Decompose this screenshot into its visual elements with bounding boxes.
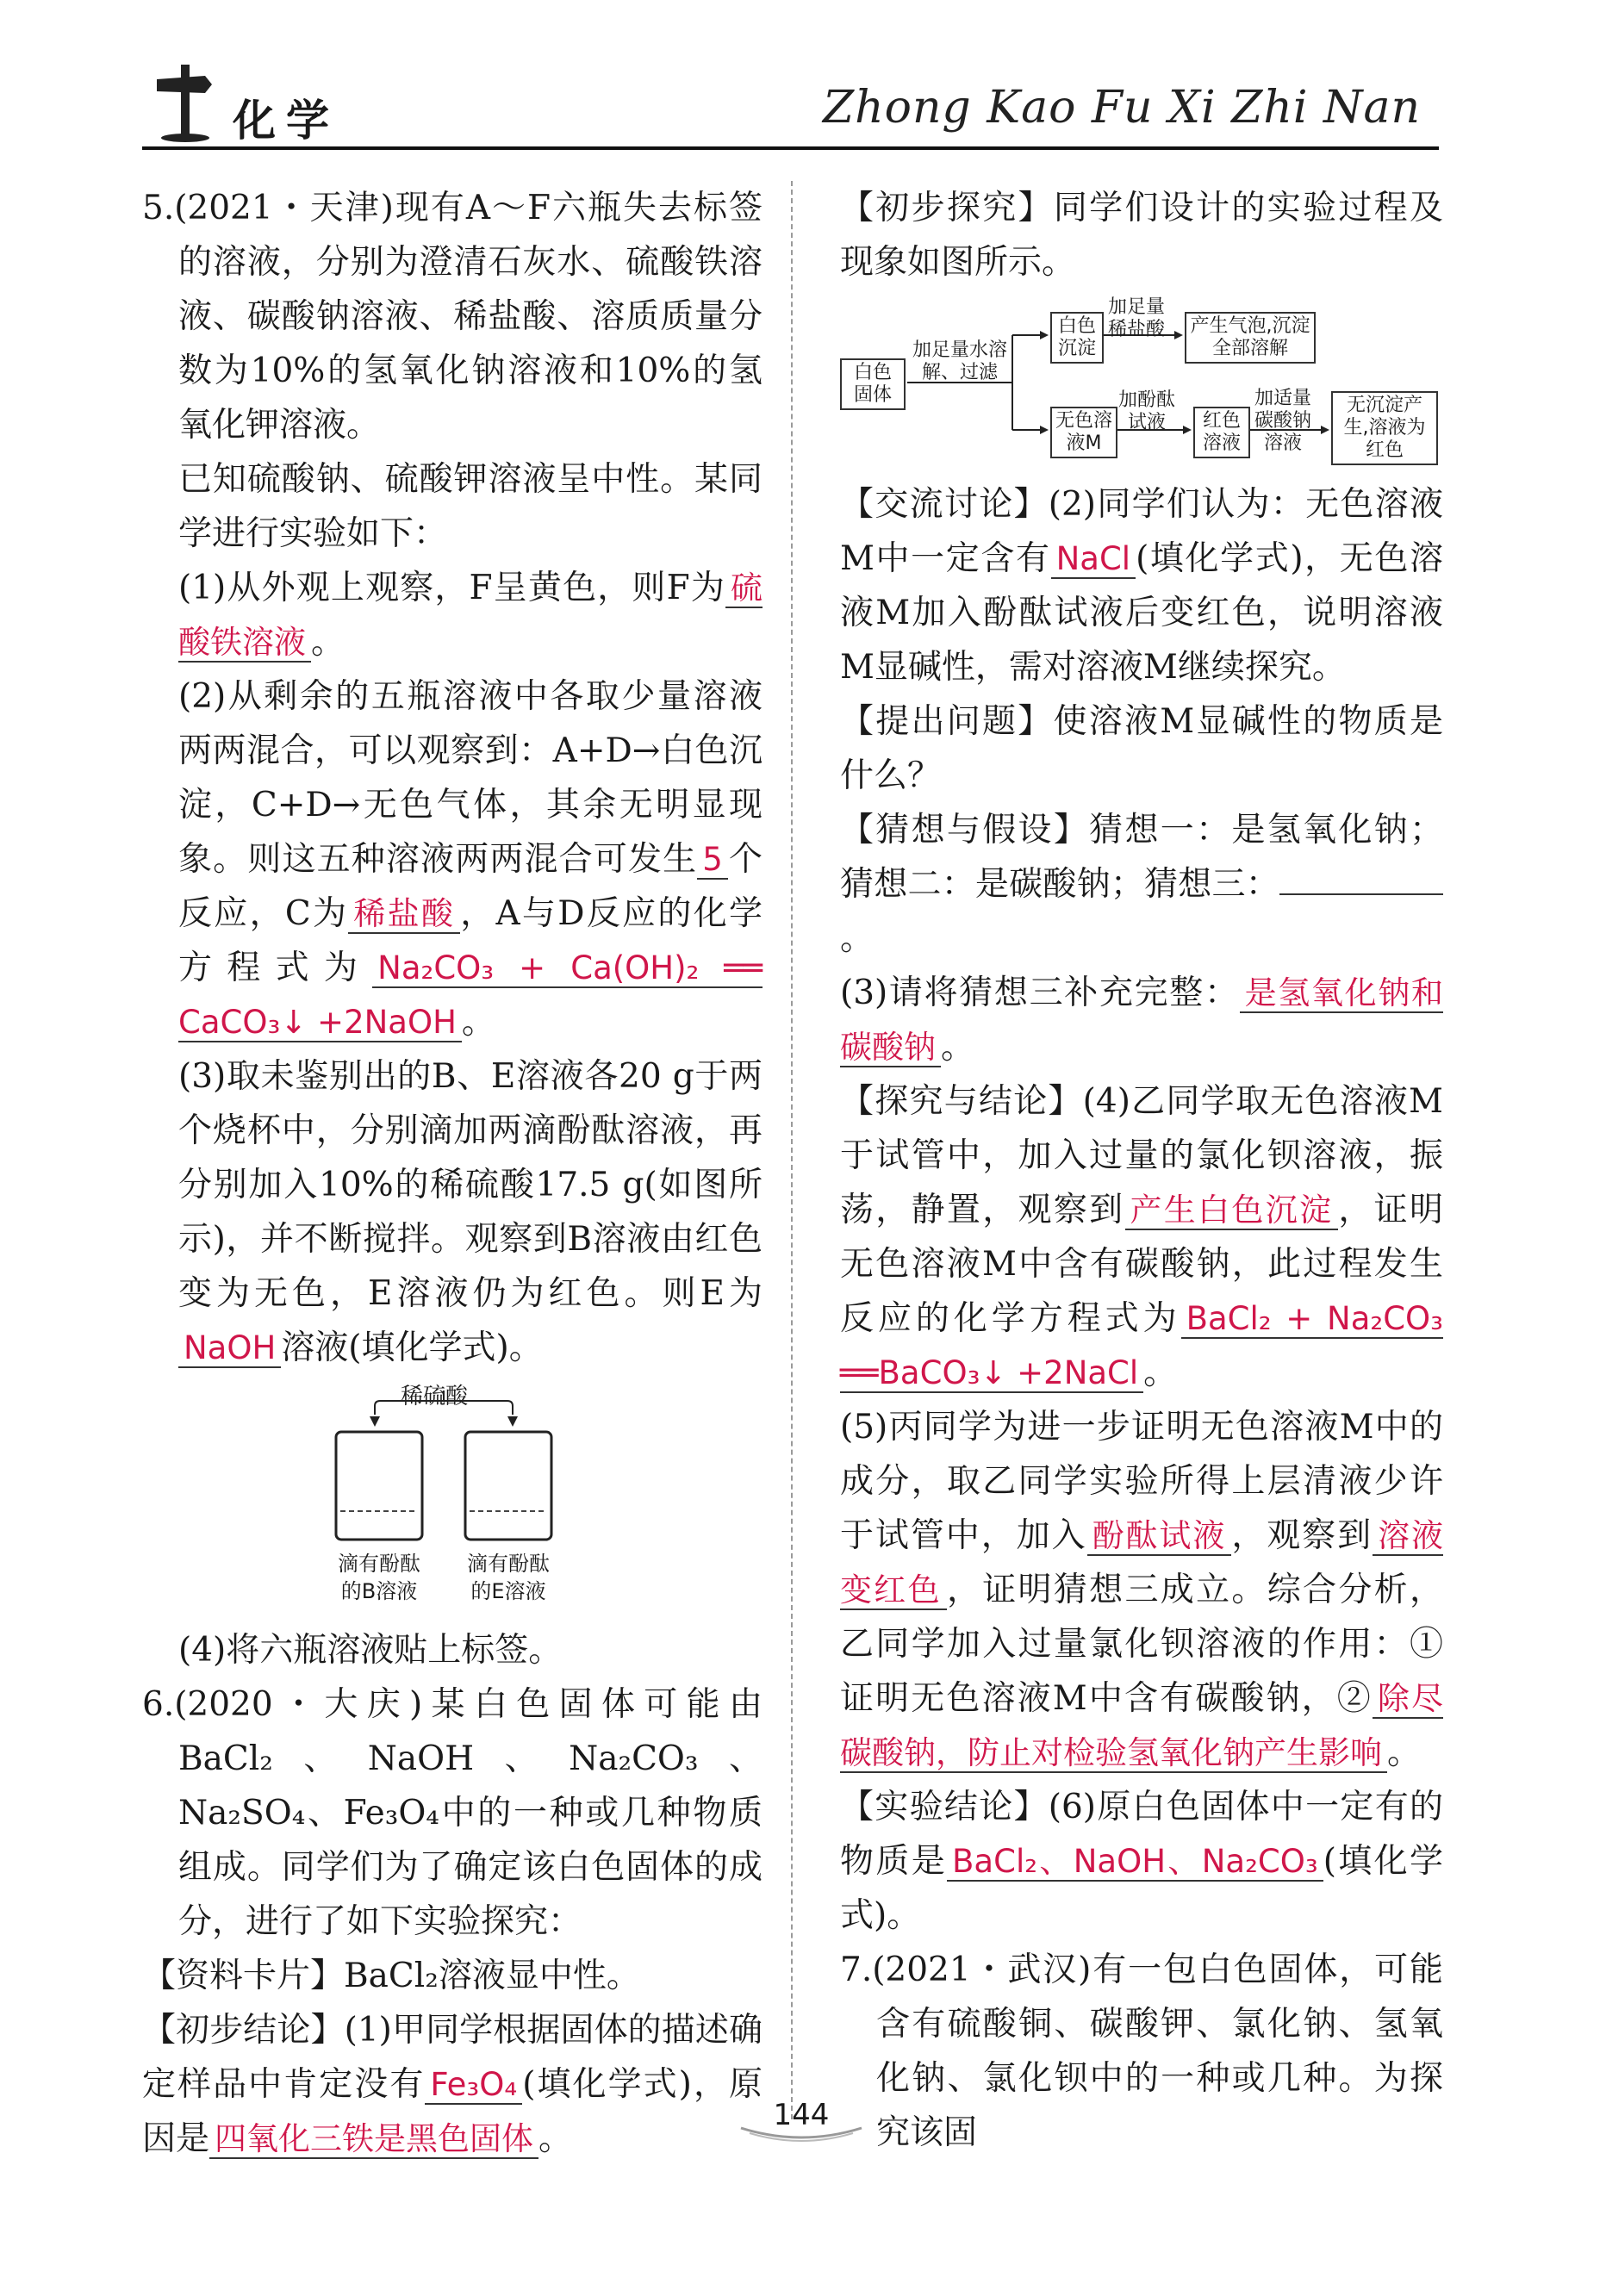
beaker-drawing xyxy=(314,1382,573,1554)
figure-label-acid: 稀硫酸 xyxy=(401,1384,469,1409)
answer-blank: NaCl xyxy=(1051,540,1136,579)
question-6-part-3: (3)请将猜想三补充完整： 是氢氧化钠和碳酸钠 。 xyxy=(840,974,1443,1067)
series-title: Zhong Kao Fu Xi Zhi Nan xyxy=(823,82,1421,134)
flow-step-na2co3: 加适量碳酸钠溶液 xyxy=(1254,388,1311,454)
question-6-part-5: (5)丙同学为进一步证明无色溶液M中的成分，取乙同学实验所得上层清液少许于试管中，加入 酚酞试液 ，观察到 溶液变红色 ，证明猜想三成立。综合分析，乙同学加入过量氯化钡溶液的作用：①证明无色溶液M中含有碳酸钠，② 除尽碳酸钠，防止对检验氢氧化钠产生影响 。 xyxy=(840,1408,1444,1772)
question-5-part-1: (1)从外观上观察，F呈黄色，则F为 硫酸铁溶液 。 xyxy=(178,569,763,662)
figure-label-b: 滴有酚酞 的B溶液 xyxy=(338,1552,420,1603)
question-5-part-2: (2)从剩余的五瓶溶液中各取少量溶液两两混合，可以观察到：A+D→白色沉淀，C+D→无色气体，其余无明显现象。则这五种溶液两两混合可发生 5 个反应，C为 稀盐酸 ，A与D反应的化学方程式为 Na₂CO₃ + Ca(OH)₂ ══ CaCO₃↓ +2NaOH 。 xyxy=(178,677,763,1042)
answer-blank: 酚酞试液 xyxy=(1087,1517,1232,1556)
flow-step-dissolve: 加足量水溶解、过滤 xyxy=(912,339,1008,383)
answer-blank: NaOH xyxy=(178,1329,281,1368)
answer-blank: 5 xyxy=(697,841,728,880)
flow-box-start: 白色固体 xyxy=(840,358,906,410)
answer-blank: 溶液变红色 xyxy=(840,1517,1443,1608)
header-rule xyxy=(142,146,1439,150)
flow-box-final: 无沉淀产生,溶液为红色 xyxy=(1331,391,1438,465)
answer-blank: 四氧化三铁是黑色固体 xyxy=(209,2120,538,2159)
beaker-figure xyxy=(142,1382,763,1615)
question-6-problem: 【提出问题】使溶液M显碱性的物质是什么？ xyxy=(840,702,1443,795)
question-5-intro: 5.(2021・天津)现有A～F六瓶失去标签的溶液，分别为澄清石灰水、硫酸铁溶液、碳酸钠溶液、稀盐酸、溶质质量分数为10%的氢氧化钠溶液和10%的氢氧化钾溶液。 xyxy=(142,189,763,445)
question-5-part-4: (4)将六瓶溶液贴上标签。 xyxy=(178,1631,563,1670)
flow-step-hcl: 加足量稀盐酸 xyxy=(1107,296,1165,340)
answer-blank: 是氢氧化钠和碳酸钠 xyxy=(840,974,1443,1066)
question-6-part-2: 【交流讨论】(2)同学们认为：无色溶液M中一定含有 NaCl (填化学式)，无色溶液M加入酚酞试液后变红色，说明溶液M显碱性，需对溶液M继续探究。 xyxy=(840,485,1444,687)
empty-blank xyxy=(1279,893,1443,895)
answer-blank: BaCl₂、NaOH、Na₂CO₃ xyxy=(947,1843,1323,1882)
flow-step-phenol: 加酚酞试液 xyxy=(1117,389,1175,433)
question-5-part-3: (3)取未鉴别出的B、E溶液各20 g于两个烧杯中，分别滴加两滴酚酞溶液，再分别加入10%的稀硫酸17.5 g(如图所示)，并不断搅拌。观察到B溶液由红色变为无色，E溶液仍为红色。则E为NaOH 溶液(填化学式)。 xyxy=(178,1057,763,1367)
flow-box-ppt-result: 产生气泡,沉淀全部溶解 xyxy=(1185,312,1316,364)
column-divider xyxy=(791,181,793,2119)
answer-blank: 除尽碳酸钠，防止对检验氢氧化钠产生影响 xyxy=(840,1680,1444,1771)
flow-box-solution-m: 无色溶液M xyxy=(1050,407,1117,458)
answer-blank: 硫酸铁溶液 xyxy=(178,569,763,661)
question-6-explore: 【初步探究】同学们设计的实验过程及现象如图所示。 xyxy=(840,189,1443,282)
left-column xyxy=(142,181,763,2166)
answer-blank: 稀盐酸 xyxy=(348,895,460,934)
answer-blank: BaCl₂ + Na₂CO₃ ══BaCO₃↓ +2NaCl xyxy=(840,1300,1443,1391)
question-6-part-1: 【初步结论】(1)甲同学根据固体的描述确定样品中肯定没有 Fe₃O₄ (填化学式)，原因是 四氧化三铁是黑色固体 。 xyxy=(142,2011,763,2158)
question-6-data-card: 【资料卡片】BaCl₂溶液显中性。 xyxy=(142,1957,640,1995)
question-7-intro: 7.(2021・武汉)有一包白色固体，可能含有硫酸铜、碳酸钾、氯化钠、氢氧化钠、氯化钡中的一种或几种。为探究该固 xyxy=(840,1951,1443,2152)
flow-box-red-solution: 红色溶液 xyxy=(1193,407,1250,458)
answer-blank: Fe₃O₄ xyxy=(425,2066,522,2105)
question-5-known: 已知硫酸钠、硫酸钾溶液呈中性。某同学进行实验如下： xyxy=(178,460,763,553)
answer-blank: Na₂CO₃ + Ca(OH)₂ ══ CaCO₃↓ +2NaOH xyxy=(178,949,763,1041)
answer-blank: 产生白色沉淀 xyxy=(1125,1192,1339,1230)
signpost-logo-icon xyxy=(155,60,215,142)
page-number: 144 xyxy=(773,2098,830,2132)
question-6-part-4: 【探究与结论】(4)乙同学取无色溶液M于试管中，加入过量的氯化钡溶液，振荡，静置，观察到 产生白色沉淀 ，证明无色溶液M中含有碳酸钠，此过程发生反应的化学方程式为 BaCl₂ + Na₂CO₃ ══BaCO₃↓ +2NaCl 。 xyxy=(840,1082,1443,1392)
question-6-hypothesis: 【猜想与假设】猜想一：是氢氧化钠；猜想二：是碳酸钠；猜想三：。 xyxy=(840,811,1443,958)
subject-title: 化学 xyxy=(233,95,339,146)
question-6-part-6: 【实验结论】(6)原白色固体中一定有的物质是 BaCl₂、NaOH、Na₂CO₃ (填化学式)。 xyxy=(840,1788,1443,1935)
flow-box-white-ppt: 白色沉淀 xyxy=(1050,312,1104,364)
right-column xyxy=(840,181,1443,2160)
figure-label-e: 滴有酚酞 的E溶液 xyxy=(467,1552,550,1603)
question-6-intro: 6.(2020・大庆)某白色固体可能由BaCl₂、NaOH、Na₂CO₃、Na₂SO₄、Fe₃O₄中的一种或几种物质组成。同学们为了确定该白色固体的成分，进行了如下实验探究： xyxy=(142,1685,763,1941)
flow-diagram xyxy=(840,296,1443,469)
